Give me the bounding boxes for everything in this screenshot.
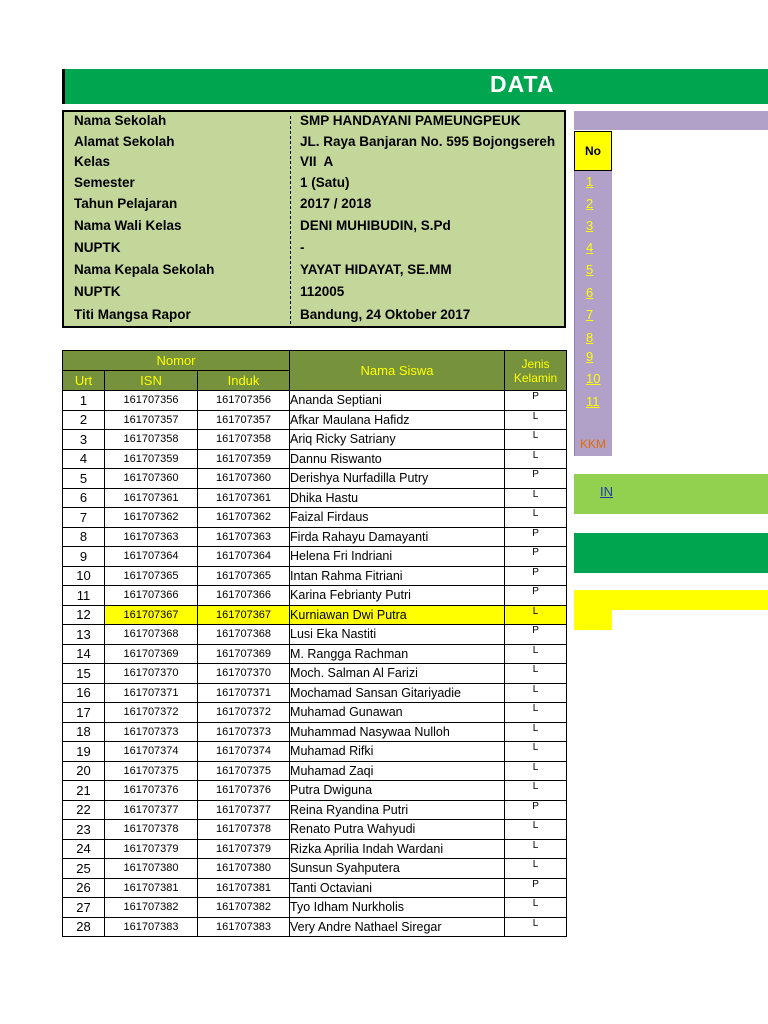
cell-induk[interactable]: 161707367	[198, 605, 290, 625]
side-link-7[interactable]: 7	[586, 307, 594, 322]
cell-jenis-kelamin[interactable]: L	[505, 917, 567, 937]
cell-induk[interactable]: 161707368	[198, 625, 290, 645]
cell-jenis-kelamin[interactable]: P	[505, 469, 567, 489]
cell-urt: 9	[63, 547, 105, 567]
table-row[interactable]	[63, 878, 567, 898]
header-isn: ISN	[105, 371, 198, 391]
info-row	[64, 218, 564, 240]
side-link-4[interactable]: 4	[586, 240, 594, 255]
cell-urt: 19	[63, 742, 105, 762]
cell-isn[interactable]: 161707371	[105, 683, 198, 703]
cell-urt: 14	[63, 644, 105, 664]
table-row[interactable]	[63, 430, 567, 450]
cell-induk[interactable]: 161707379	[198, 839, 290, 859]
cell-jenis-kelamin[interactable]: L	[505, 839, 567, 859]
info-row	[64, 113, 564, 135]
cell-jenis-kelamin[interactable]: L	[505, 449, 567, 469]
cell-nama-siswa[interactable]: Moch. Salman Al Farizi	[290, 664, 505, 684]
cell-nama-siswa[interactable]: Helena Fri Indriani	[290, 547, 505, 567]
table-row[interactable]	[63, 917, 567, 937]
cell-isn[interactable]: 161707363	[105, 527, 198, 547]
cell-induk[interactable]: 161707359	[198, 449, 290, 469]
info-label: NUPTK	[74, 284, 121, 299]
cell-jenis-kelamin[interactable]: L	[505, 742, 567, 762]
cell-isn[interactable]: 161707367	[105, 605, 198, 625]
header-nama: Nama Siswa	[290, 351, 505, 391]
cell-nama-siswa[interactable]: Putra Dwiguna	[290, 781, 505, 801]
table-row[interactable]	[63, 547, 567, 567]
cell-isn[interactable]: 161707369	[105, 644, 198, 664]
cell-induk[interactable]: 161707377	[198, 800, 290, 820]
cell-nama-siswa[interactable]: Dannu Riswanto	[290, 449, 505, 469]
cell-isn[interactable]: 161707357	[105, 410, 198, 430]
cell-isn[interactable]: 161707366	[105, 586, 198, 606]
cell-induk[interactable]: 161707371	[198, 683, 290, 703]
yellow-action-button[interactable]	[574, 590, 768, 610]
cell-urt: 27	[63, 898, 105, 918]
table-row[interactable]	[63, 625, 567, 645]
cell-isn[interactable]: 161707379	[105, 839, 198, 859]
cell-induk[interactable]: 161707360	[198, 469, 290, 489]
cell-isn[interactable]: 161707381	[105, 878, 198, 898]
header-nomor: Nomor	[63, 351, 290, 371]
cell-urt: 3	[63, 430, 105, 450]
cell-induk[interactable]: 161707358	[198, 430, 290, 450]
cell-induk[interactable]: 161707380	[198, 859, 290, 879]
cell-induk[interactable]: 161707372	[198, 703, 290, 723]
side-link-6[interactable]: 6	[586, 285, 594, 300]
cell-isn[interactable]: 161707365	[105, 566, 198, 586]
table-row[interactable]	[63, 800, 567, 820]
table-row[interactable]	[63, 898, 567, 918]
info-value[interactable]: -	[300, 240, 305, 255]
table-row[interactable]	[63, 781, 567, 801]
info-value[interactable]: YAYAT HIDAYAT, SE.MM	[300, 262, 452, 277]
cell-induk[interactable]: 161707363	[198, 527, 290, 547]
cell-jenis-kelamin[interactable]: L	[505, 430, 567, 450]
cell-jenis-kelamin[interactable]: L	[505, 898, 567, 918]
table-row[interactable]	[63, 761, 567, 781]
cell-induk[interactable]: 161707370	[198, 664, 290, 684]
info-label: Kelas	[74, 154, 111, 169]
cell-urt: 10	[63, 566, 105, 586]
cell-isn[interactable]: 161707372	[105, 703, 198, 723]
cell-urt: 6	[63, 488, 105, 508]
cell-nama-siswa[interactable]: Mochamad Sansan Gitariyadie	[290, 683, 505, 703]
cell-nama-siswa[interactable]: Muhamad Gunawan	[290, 703, 505, 723]
school-info-panel	[62, 110, 566, 328]
cell-isn[interactable]: 161707359	[105, 449, 198, 469]
info-value[interactable]: VII A	[300, 154, 334, 169]
student-rows	[63, 391, 567, 937]
cell-urt: 4	[63, 449, 105, 469]
cell-urt: 8	[63, 527, 105, 547]
cell-urt: 24	[63, 839, 105, 859]
cell-isn[interactable]: 161707373	[105, 722, 198, 742]
side-link-3[interactable]: 3	[586, 218, 594, 233]
cell-nama-siswa[interactable]: Firda Rahayu Damayanti	[290, 527, 505, 547]
input-button-label[interactable]: IN	[600, 484, 613, 499]
info-label: Nama Kepala Sekolah	[74, 262, 215, 277]
cell-induk[interactable]: 161707357	[198, 410, 290, 430]
side-link-1[interactable]: 1	[586, 174, 594, 189]
cell-isn[interactable]: 161707380	[105, 859, 198, 879]
cell-jenis-kelamin[interactable]: L	[505, 508, 567, 528]
cell-jenis-kelamin[interactable]: L	[505, 644, 567, 664]
cell-urt: 20	[63, 761, 105, 781]
cell-jenis-kelamin[interactable]: L	[505, 703, 567, 723]
side-link-8[interactable]: 8	[586, 330, 594, 345]
cell-jenis-kelamin[interactable]: L	[505, 761, 567, 781]
table-row[interactable]	[63, 488, 567, 508]
cell-nama-siswa[interactable]: Sunsun Syahputera	[290, 859, 505, 879]
cell-induk[interactable]: 161707381	[198, 878, 290, 898]
cell-nama-siswa[interactable]: Faizal Firdaus	[290, 508, 505, 528]
cell-jenis-kelamin[interactable]: L	[505, 820, 567, 840]
side-link-5[interactable]: 5	[586, 262, 594, 277]
cell-isn[interactable]: 161707374	[105, 742, 198, 762]
cell-induk[interactable]: 161707361	[198, 488, 290, 508]
yellow-action-button-tab[interactable]	[574, 610, 612, 630]
cell-nama-siswa[interactable]: Muhammad Nasywaa Nulloh	[290, 722, 505, 742]
cell-nama-siswa[interactable]: Rizka Aprilia Indah Wardani	[290, 839, 505, 859]
info-label: Semester	[74, 175, 135, 190]
cell-jenis-kelamin[interactable]: P	[505, 878, 567, 898]
student-table	[62, 350, 567, 937]
info-value[interactable]: 2017 / 2018	[300, 196, 372, 211]
cell-induk[interactable]: 161707369	[198, 644, 290, 664]
cell-urt: 25	[63, 859, 105, 879]
cell-nama-siswa[interactable]: Intan Rahma Fitriani	[290, 566, 505, 586]
cell-urt: 21	[63, 781, 105, 801]
cell-jenis-kelamin[interactable]: P	[505, 527, 567, 547]
table-row[interactable]	[63, 391, 567, 411]
cell-induk[interactable]: 161707383	[198, 917, 290, 937]
cell-induk[interactable]: 161707376	[198, 781, 290, 801]
cell-induk[interactable]: 161707374	[198, 742, 290, 762]
header-induk: Induk	[198, 371, 290, 391]
table-row[interactable]	[63, 566, 567, 586]
cell-isn[interactable]: 161707376	[105, 781, 198, 801]
cell-jenis-kelamin[interactable]: L	[505, 859, 567, 879]
table-row[interactable]	[63, 527, 567, 547]
info-row	[64, 175, 564, 197]
cell-induk[interactable]: 161707375	[198, 761, 290, 781]
cell-jenis-kelamin[interactable]: L	[505, 722, 567, 742]
cell-jenis-kelamin[interactable]: L	[505, 410, 567, 430]
cell-nama-siswa[interactable]: Reina Ryandina Putri	[290, 800, 505, 820]
cell-isn[interactable]: 161707356	[105, 391, 198, 411]
kkm-label: KKM	[579, 437, 606, 451]
info-value[interactable]: 112005	[300, 284, 345, 299]
table-row[interactable]	[63, 508, 567, 528]
table-row[interactable]	[63, 722, 567, 742]
header-jk-line2: Kelamin	[513, 370, 558, 385]
cell-jenis-kelamin[interactable]: L	[505, 488, 567, 508]
info-label: Alamat Sekolah	[74, 134, 175, 149]
header-jenis-kelamin	[505, 351, 567, 391]
cell-induk[interactable]: 161707365	[198, 566, 290, 586]
cell-urt: 28	[63, 917, 105, 937]
cell-jenis-kelamin[interactable]: L	[505, 664, 567, 684]
cell-induk[interactable]: 161707382	[198, 898, 290, 918]
side-no-header: No	[574, 131, 612, 171]
cell-isn[interactable]: 161707360	[105, 469, 198, 489]
cell-nama-siswa[interactable]: Derishya Nurfadilla Putry	[290, 469, 505, 489]
cell-nama-siswa[interactable]: Ananda Septiani	[290, 391, 505, 411]
info-label: NUPTK	[74, 240, 121, 255]
cell-jenis-kelamin[interactable]: P	[505, 566, 567, 586]
cell-nama-siswa[interactable]: Kurniawan Dwi Putra	[290, 605, 505, 625]
cell-induk[interactable]: 161707373	[198, 722, 290, 742]
title-banner	[62, 69, 768, 104]
cell-induk[interactable]: 161707356	[198, 391, 290, 411]
cell-urt: 13	[63, 625, 105, 645]
side-link-11[interactable]: 11	[586, 394, 600, 409]
side-link-10[interactable]: 10	[586, 371, 601, 386]
green-action-button[interactable]	[574, 533, 768, 573]
cell-nama-siswa[interactable]: Lusi Eka Nastiti	[290, 625, 505, 645]
info-row	[64, 262, 564, 284]
cell-nama-siswa[interactable]: Muhamad Rifki	[290, 742, 505, 762]
header-jk-line1: Jenis	[521, 356, 550, 371]
info-label: Nama Wali Kelas	[74, 218, 182, 233]
input-button[interactable]	[574, 474, 768, 514]
cell-urt: 11	[63, 586, 105, 606]
cell-isn[interactable]: 161707382	[105, 898, 198, 918]
cell-nama-siswa[interactable]: Muhamad Zaqi	[290, 761, 505, 781]
cell-jenis-kelamin[interactable]: L	[505, 605, 567, 625]
table-row[interactable]	[63, 449, 567, 469]
info-label: Nama Sekolah	[74, 113, 167, 128]
cell-urt: 7	[63, 508, 105, 528]
info-label: Titi Mangsa Rapor	[74, 307, 191, 322]
cell-nama-siswa[interactable]: Ariq Ricky Satriany	[290, 430, 505, 450]
info-row	[64, 134, 564, 156]
info-label: Tahun Pelajaran	[74, 196, 178, 211]
cell-jenis-kelamin[interactable]: P	[505, 625, 567, 645]
cell-isn[interactable]: 161707377	[105, 800, 198, 820]
cell-urt: 26	[63, 878, 105, 898]
cell-nama-siswa[interactable]: Tanti Octaviani	[290, 878, 505, 898]
info-value[interactable]: JL. Raya Banjaran No. 595 Bojongsereh	[300, 134, 556, 149]
info-value[interactable]: DENI MUHIBUDIN, S.Pd	[300, 218, 451, 233]
cell-urt: 23	[63, 820, 105, 840]
cell-isn[interactable]: 161707361	[105, 488, 198, 508]
cell-isn[interactable]: 161707364	[105, 547, 198, 567]
info-row	[64, 240, 564, 262]
cell-induk[interactable]: 161707378	[198, 820, 290, 840]
table-row[interactable]	[63, 664, 567, 684]
table-row[interactable]	[63, 410, 567, 430]
table-row[interactable]	[63, 586, 567, 606]
cell-isn[interactable]: 161707362	[105, 508, 198, 528]
cell-nama-siswa[interactable]: Tyo Idham Nurkholis	[290, 898, 505, 918]
table-row[interactable]	[63, 839, 567, 859]
cell-jenis-kelamin[interactable]: P	[505, 547, 567, 567]
cell-isn[interactable]: 161707358	[105, 430, 198, 450]
info-row	[64, 154, 564, 176]
cell-induk[interactable]: 161707366	[198, 586, 290, 606]
table-row[interactable]	[63, 820, 567, 840]
cell-urt: 5	[63, 469, 105, 489]
side-link-9[interactable]: 9	[586, 349, 594, 364]
cell-induk[interactable]: 161707364	[198, 547, 290, 567]
info-value[interactable]: 1 (Satu)	[300, 175, 350, 190]
cell-urt: 2	[63, 410, 105, 430]
table-row[interactable]	[63, 644, 567, 664]
cell-isn[interactable]: 161707368	[105, 625, 198, 645]
header-urt: Urt	[63, 371, 105, 391]
cell-isn[interactable]: 161707378	[105, 820, 198, 840]
cell-urt: 17	[63, 703, 105, 723]
side-link-2[interactable]: 2	[586, 196, 594, 211]
cell-nama-siswa[interactable]: Very Andre Nathael Siregar	[290, 917, 505, 937]
cell-urt: 16	[63, 683, 105, 703]
cell-nama-siswa[interactable]: Dhika Hastu	[290, 488, 505, 508]
info-row	[64, 307, 564, 329]
cell-nama-siswa[interactable]: Afkar Maulana Hafidz	[290, 410, 505, 430]
cell-jenis-kelamin[interactable]: L	[505, 683, 567, 703]
cell-urt: 22	[63, 800, 105, 820]
cell-jenis-kelamin[interactable]: P	[505, 391, 567, 411]
cell-urt: 18	[63, 722, 105, 742]
info-value[interactable]: SMP HANDAYANI PAMEUNGPEUK	[300, 113, 521, 128]
cell-nama-siswa[interactable]: Renato Putra Wahyudi	[290, 820, 505, 840]
info-row	[64, 284, 564, 306]
table-row[interactable]	[63, 605, 567, 625]
cell-nama-siswa[interactable]: M. Rangga Rachman	[290, 644, 505, 664]
page-title: DATA	[490, 71, 555, 97]
cell-induk[interactable]: 161707362	[198, 508, 290, 528]
info-row	[64, 196, 564, 218]
info-value[interactable]: Bandung, 24 Oktober 2017	[300, 307, 471, 322]
side-header-bar	[574, 111, 768, 130]
cell-urt: 1	[63, 391, 105, 411]
table-row[interactable]	[63, 469, 567, 489]
cell-isn[interactable]: 161707375	[105, 761, 198, 781]
cell-urt: 12	[63, 605, 105, 625]
cell-isn[interactable]: 161707370	[105, 664, 198, 684]
cell-isn[interactable]: 161707383	[105, 917, 198, 937]
table-row[interactable]	[63, 703, 567, 723]
table-row[interactable]	[63, 683, 567, 703]
cell-urt: 15	[63, 664, 105, 684]
cell-jenis-kelamin[interactable]: P	[505, 800, 567, 820]
cell-nama-siswa[interactable]: Karina Febrianty Putri	[290, 586, 505, 606]
table-row[interactable]	[63, 859, 567, 879]
table-row[interactable]	[63, 742, 567, 762]
cell-jenis-kelamin[interactable]: L	[505, 781, 567, 801]
cell-jenis-kelamin[interactable]: P	[505, 586, 567, 606]
